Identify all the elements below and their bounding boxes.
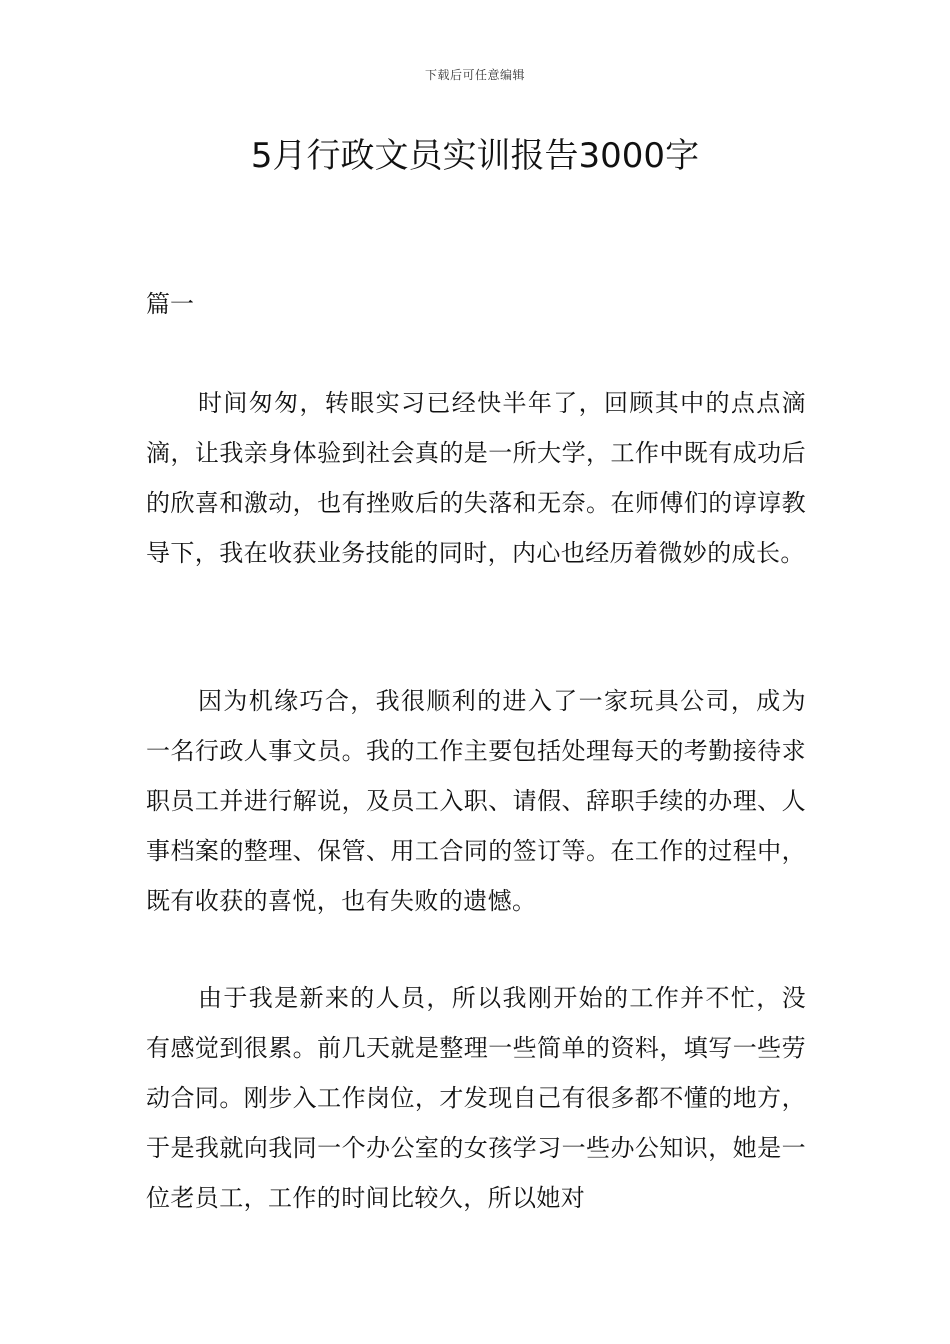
body-paragraph: 时间匆匆，转眼实习已经快半年了，回顾其中的点点滴滴，让我亲身体验到社会真的是一所大学，工作中既有成功后的欣喜和激动，也有挫败后的失落和无奈。在师傅们的谆谆教导下，我在收获业务技能的同时，内心也经历着微妙的成长。 <box>146 389 806 567</box>
header-note: 下载后可任意编辑 <box>424 68 525 82</box>
document-title: 5月行政文员实训报告3000字 <box>250 136 700 176</box>
body-paragraph: 因为机缘巧合，我很顺利的进入了一家玩具公司，成为一名行政人事文员。我的工作主要包括处理每天的考勤接待求职员工并进行解说，及员工入职、请假、辞职手续的办理、人事档案的整理、保管、用工合同的签订等。在工作的过程中，既有收获的喜悦，也有失败的遗憾。 <box>146 687 806 915</box>
section-label: 篇一 <box>146 290 194 318</box>
body-paragraph: 由于我是新来的人员，所以我刚开始的工作并不忙，没有感觉到很累。前几天就是整理一些简单的资料，填写一些劳动合同。刚步入工作岗位，才发现自己有很多都不懂的地方，于是我就向我同一个办公室的女孩学习一些办公知识，她是一位老员工，工作的时间比较久，所以她对 <box>146 984 806 1212</box>
